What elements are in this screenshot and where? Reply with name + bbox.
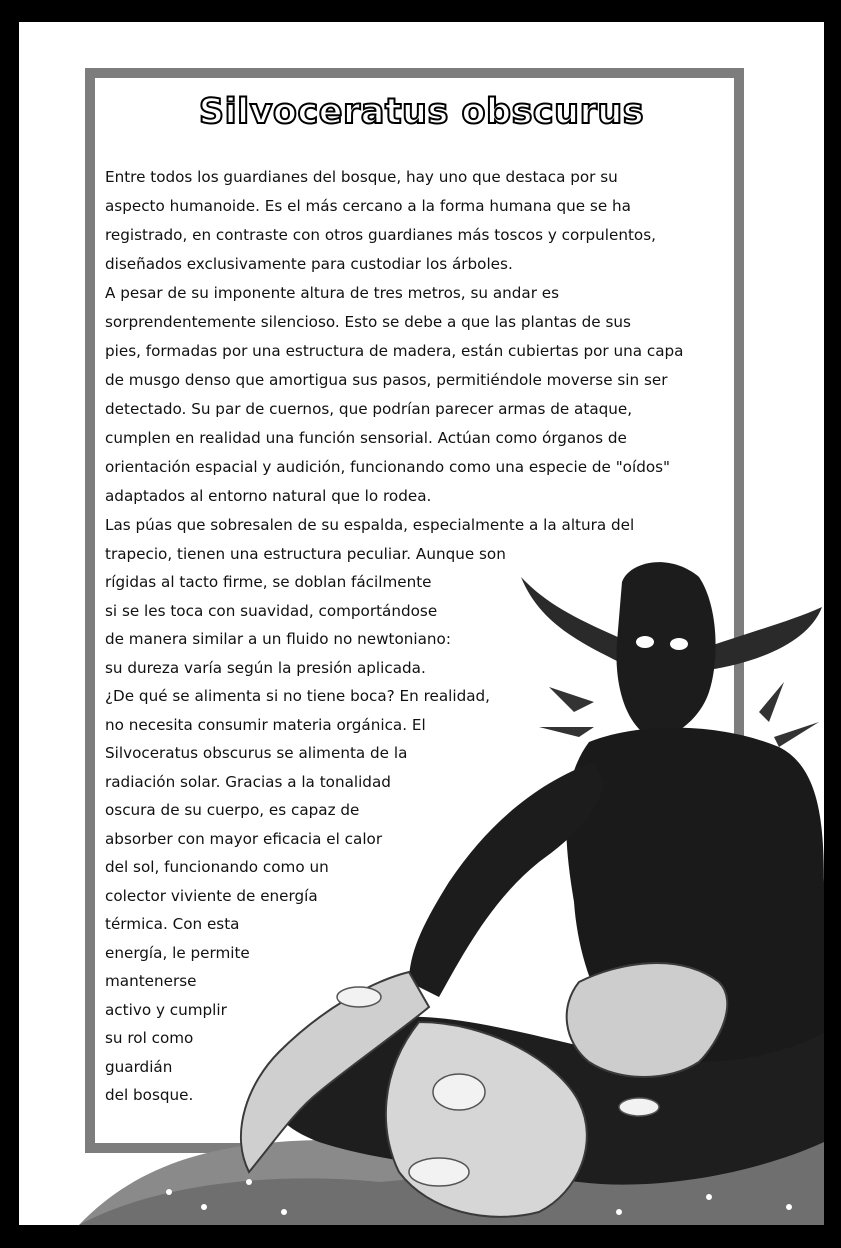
text-line: mantenerse bbox=[105, 972, 197, 990]
head bbox=[616, 562, 715, 738]
right-eye bbox=[670, 638, 688, 650]
text-line: de musgo denso que amortigua sus pasos, permitiéndole moverse sin ser bbox=[105, 371, 668, 389]
text-line: térmica. Con esta bbox=[105, 915, 240, 933]
text-line: cumplen en realidad una función sensorial. Actúan como órganos de bbox=[105, 429, 627, 447]
text-line: no necesita consumir materia orgánica. El bbox=[105, 716, 426, 734]
text-line: su dureza varía según la presión aplicada. bbox=[105, 659, 426, 677]
text-line: energía, le permite bbox=[105, 944, 250, 962]
text-line: de manera similar a un fluido no newtoniano: bbox=[105, 630, 451, 648]
text-line: oscura de su cuerpo, es capaz de bbox=[105, 801, 360, 819]
text-line: rígidas al tacto firme, se doblan fácilmente bbox=[105, 573, 432, 591]
page-title: Silvoceratus obscurus bbox=[198, 92, 645, 132]
text-line: su rol como bbox=[105, 1029, 194, 1047]
text-line: registrado, en contraste con otros guardianes más toscos y corpulentos, bbox=[105, 226, 656, 244]
text-line: Las púas que sobresalen de su espalda, especialmente a la altura del bbox=[105, 516, 635, 534]
text-line: Silvoceratus obscurus se alimenta de la bbox=[105, 744, 408, 762]
left-eye bbox=[636, 636, 654, 648]
text-line: adaptados al entorno natural que lo rodea. bbox=[105, 487, 432, 505]
text-line: sorprendentemente silencioso. Esto se debe a que las plantas de sus bbox=[105, 313, 631, 331]
right-horn bbox=[699, 607, 822, 670]
text-line: activo y cumplir bbox=[105, 1001, 227, 1019]
text-line: ¿De qué se alimenta si no tiene boca? En realidad, bbox=[105, 687, 491, 705]
text-line: trapecio, tienen una estructura peculiar. Aunque son bbox=[105, 545, 506, 563]
text-line: del sol, funcionando como un bbox=[105, 858, 329, 876]
text-line: orientación espacial y audición, funcionando como una especie de "oídos" bbox=[105, 458, 671, 476]
comic-page bbox=[19, 22, 824, 1225]
text-line: A pesar de su imponente altura de tres metros, su andar es bbox=[105, 284, 560, 302]
text-line: absorber con mayor eficacia el calor bbox=[105, 830, 383, 848]
text-line: del bosque. bbox=[105, 1086, 194, 1104]
text-line: diseñados exclusivamente para custodiar los árboles. bbox=[105, 255, 513, 273]
text-line: guardián bbox=[105, 1058, 173, 1076]
text-line: si se les toca con suavidad, comportándose bbox=[105, 602, 438, 620]
text-line: radiación solar. Gracias a la tonalidad bbox=[105, 773, 391, 791]
text-line: colector viviente de energía bbox=[105, 887, 318, 905]
text-line: Entre todos los guardianes del bosque, hay uno que destaca por su bbox=[105, 168, 618, 186]
text-line: pies, formadas por una estructura de madera, están cubiertas por una capa bbox=[105, 342, 684, 360]
left-horn bbox=[521, 577, 629, 662]
text-line: aspecto humanoide. Es el más cercano a la forma humana que se ha bbox=[105, 197, 631, 215]
text-line: detectado. Su par de cuernos, que podrían parecer armas de ataque, bbox=[105, 400, 633, 418]
